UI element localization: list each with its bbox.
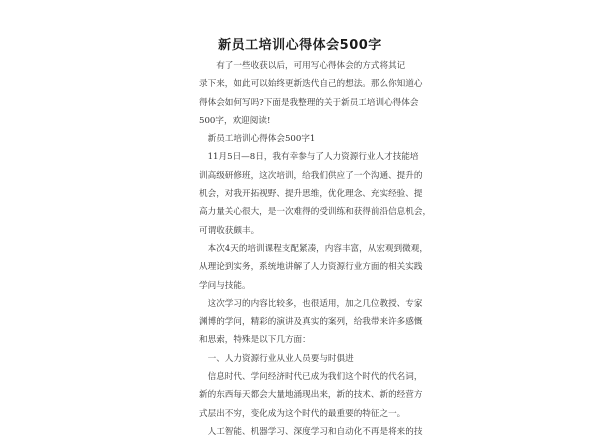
text-line: 本次4天的培训课程支配紧凑，内容丰富，从宏观到微观， [199,243,428,254]
text-line: 可谓收获颇丰。 [199,225,260,236]
text-line: 高力量关心很大，是一次难得的受训练和获得前沿信息机会， [199,207,432,218]
text-line: 得体会如何写吗?下面是我整理的关于新员工培训心得体会 [199,97,419,108]
text-line: 和思索，特殊是以下几方面： [199,335,311,346]
text-line: 录下来，如此可以始终更新迭代自己的想法。那么你知道心 [199,79,423,90]
text-line: 人工智能、机器学习、深度学习和自动化不再是将来的技 [199,426,423,437]
text-line: 有了一些收获以后，可用写心得体会的方式将其记 [199,61,406,71]
text-line: 机会，对我开拓视野、提升思维，优化理念、充实经验、提 [199,189,423,200]
text-line: 500字，欢迎阅读! [199,115,271,126]
document-body [199,57,432,441]
text-line: 信息时代、学问经济时代已成为我们这个时代的代名词， [199,372,423,383]
text-line: 一、人力资源行业从业人员要与时俱进 [199,353,354,364]
text-line: 这次学习的内容比较多，也很适用，加之几位教授、专家 [199,298,423,309]
text-line: 新员工培训心得体会500字1 [199,134,316,145]
text-line: 式层出不穷，变化成为这个时代的最重要的特征之一。 [199,408,406,419]
text-line: 训高级研修班，这次培训，给我们供应了一个沟通、提升的 [199,170,423,181]
text-line: 从理论到实务，系统地讲解了人力资源行业方面的相关实践 [199,262,423,273]
text-line: 11月5日—8日，我有幸参与了人力资源行业人才技能培 [199,152,419,163]
text-line: 渊博的学问，精彩的演讲及真实的案列，给我带来许多感慨 [199,317,423,328]
text-line: 新的东西每天都会大量地涌现出来，新的技术、新的经营方 [199,390,423,401]
document-title: 新员工培训心得体会500字 [218,38,382,53]
text-line: 学问与技能。 [199,280,251,291]
